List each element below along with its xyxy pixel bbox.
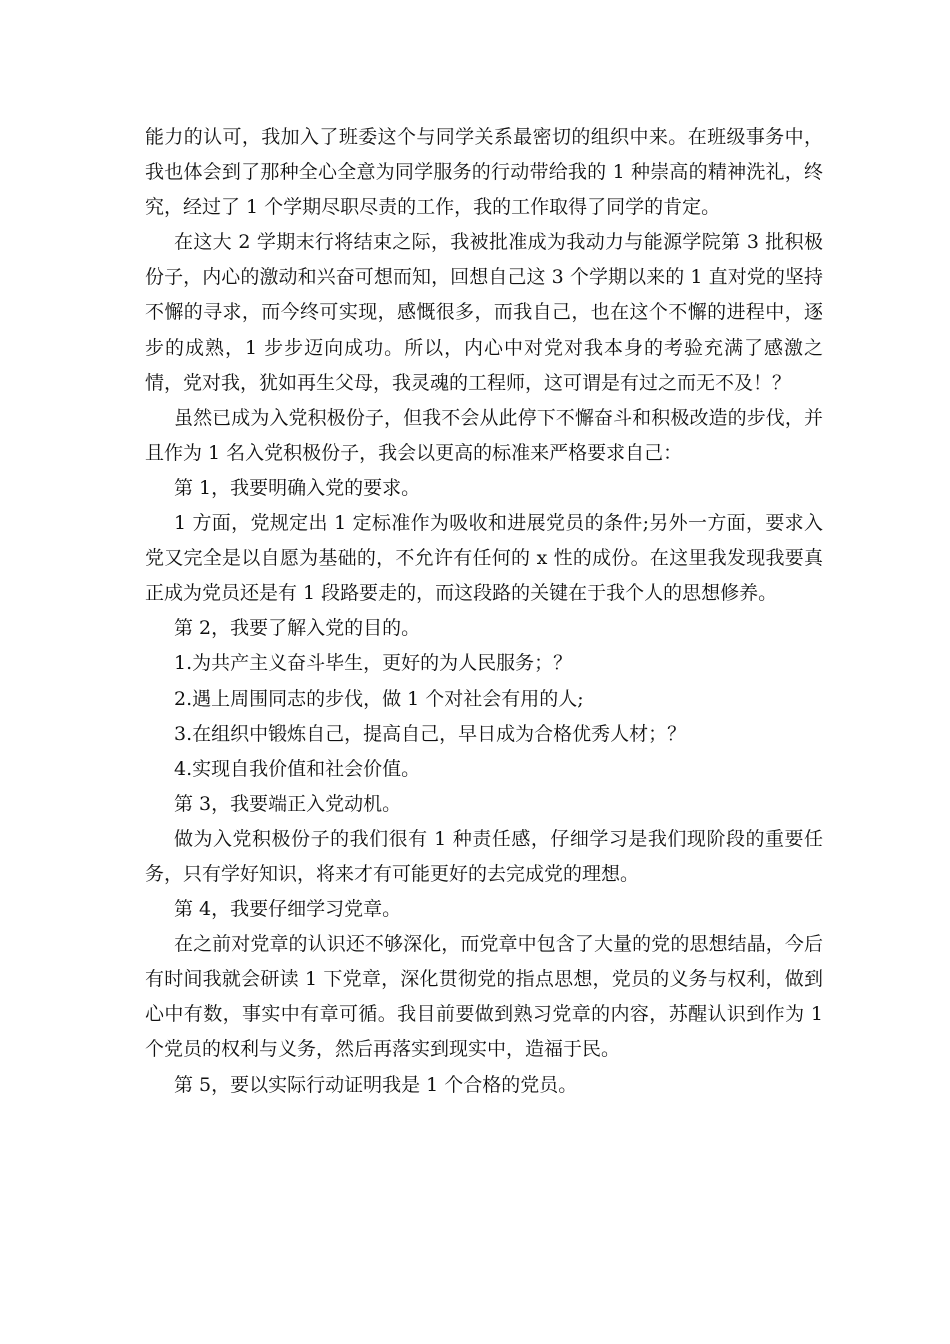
paragraph-14: 在之前对党章的认识还不够深化，而党章中包含了大量的党的思想结晶，今后有时间我就会研读 1 下党章，深化贯彻党的指点思想，党员的义务与权利，做到心中有数，事实中有章可循。我目前要做到熟习党章的内容，苏醒认识到作为 1 个党员的权利与义务，然后再落实到现实中，造福于民。 <box>145 933 823 1061</box>
list-item-1: 1.为共产主义奋斗毕生，更好的为人民服务；？ <box>174 652 573 675</box>
paragraph-15: 第 5，要以实际行动证明我是 1 个合格的党员。 <box>174 1073 578 1096</box>
paragraph-6: 第 2，我要了解入党的目的。 <box>174 617 421 640</box>
paragraph-2: 在这大 2 学期末行将结束之际，我被批准成为我动力与能源学院第 3 批积极份子，内心的激动和兴奋可想而知，回想自己这 3 个学期以来的 1 直对党的坚持不懈的寻求，而今终可实现，感慨很多，而我自己，也在这个不懈的进程中，逐步的成熟，1 步步迈向成功。所以，内心中对党对我本身的考验充满了感激之情，党对我，犹如再生父母，我灵魂的工程师，这可谓是有过之而无不及！？ <box>145 231 823 394</box>
paragraph-13: 第 4，我要仔细学习党章。 <box>174 898 402 921</box>
paragraph-4: 第 1，我要明确入党的要求。 <box>174 476 421 499</box>
paragraph-11: 第 3，我要端正入党动机。 <box>174 792 402 815</box>
list-item-3: 3.在组织中锻炼自己，提高自己，早日成为合格优秀人材；？ <box>174 722 687 745</box>
paragraph-12: 做为入党积极份子的我们很有 1 种责任感，仔细学习是我们现阶段的重要任务，只有学好知识，将来才有可能更好的去完成党的理想。 <box>145 827 823 885</box>
list-item-2: 2.遇上周围同志的步伐，做 1 个对社会有用的人; <box>174 687 584 710</box>
paragraph-3: 虽然已成为入党积极份子，但我不会从此停下不懈奋斗和积极改造的步伐，并且作为 1 名入党积极份子，我会以更高的标准来严格要求自己： <box>145 406 823 464</box>
paragraph-5: 1 方面，党规定出 1 定标准作为吸收和进展党员的条件;另外一方面，要求入党又完全是以自愿为基础的，不允许有任何的 x 性的成份。在这里我发现我要真正成为党员还是有 1 段路要走的，而这段路的关键在于我个人的思想修养。 <box>145 512 823 605</box>
document-body <box>145 120 823 1103</box>
list-item-4: 4.实现自我价值和社会价值。 <box>174 757 421 780</box>
paragraph-1: 能力的认可，我加入了班委这个与同学关系最密切的组织中来。在班级事务中，我也体会到了那种全心全意为同学服务的行动带给我的 1 种崇高的精神洗礼，终究，经过了 1 个学期尽职尽责的工作，我的工作取得了同学的肯定。 <box>145 126 823 219</box>
